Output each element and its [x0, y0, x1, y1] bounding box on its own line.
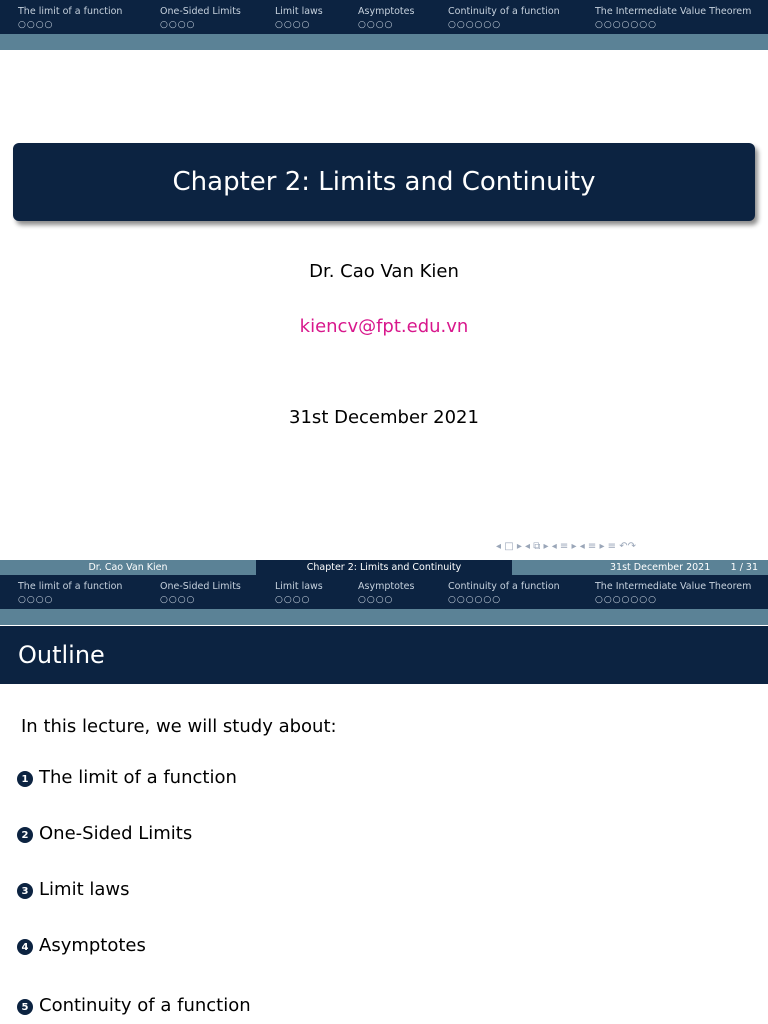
number-bullet: 3: [17, 883, 33, 899]
nav-dots-one-sided[interactable]: ○○○○: [160, 20, 196, 30]
nav-section-limit[interactable]: The limit of a function: [18, 581, 123, 592]
nav-section-limit[interactable]: The limit of a function: [18, 6, 123, 17]
outline-item[interactable]: [17, 767, 237, 788]
number-bullet: 1: [17, 771, 33, 787]
outline-item[interactable]: [17, 879, 129, 900]
nav-dots-limit[interactable]: ○○○○: [18, 595, 54, 605]
nav-section-asymptotes[interactable]: Asymptotes: [358, 6, 415, 17]
footer-title: Chapter 2: Limits and Continuity: [256, 560, 512, 575]
subsection-bar-top: [0, 34, 768, 50]
nav-section-ivt[interactable]: The Intermediate Value Theorem: [595, 581, 752, 592]
frame-title: Outline: [18, 641, 105, 669]
nav-section-continuity[interactable]: Continuity of a function: [448, 581, 560, 592]
footer-date-page: [512, 560, 768, 575]
outline-item-label[interactable]: Continuity of a function: [39, 995, 251, 1016]
nav-section-one-sided[interactable]: One-Sided Limits: [160, 581, 241, 592]
nav-dots-limit-laws[interactable]: ○○○○: [275, 20, 311, 30]
slide-title: Chapter 2: Limits and Continuity: [172, 167, 596, 197]
section-navbar-second: [0, 575, 768, 609]
frame-title-bar: [0, 626, 768, 684]
nav-section-limit-laws[interactable]: Limit laws: [275, 6, 323, 17]
number-bullet: 5: [17, 999, 33, 1015]
author-name: Dr. Cao Van Kien: [309, 261, 459, 282]
nav-section-continuity[interactable]: Continuity of a function: [448, 6, 560, 17]
outline-item-label[interactable]: The limit of a function: [39, 767, 237, 788]
outline-item-label[interactable]: One-Sided Limits: [39, 823, 193, 844]
nav-section-limit-laws[interactable]: Limit laws: [275, 581, 323, 592]
nav-dots-limit[interactable]: ○○○○: [18, 20, 54, 30]
outline-intro: In this lecture, we will study about:: [21, 716, 337, 737]
beamer-navigation-symbols[interactable]: ◂ □ ▸ ◂ ⧉ ▸ ◂ ≡ ▸ ◂ ≡ ▸ ≡ ↶↷: [496, 541, 636, 552]
number-bullet: 4: [17, 939, 33, 955]
presentation-date: 31st December 2021: [289, 407, 479, 428]
outline-item-label[interactable]: Limit laws: [39, 879, 130, 900]
nav-section-one-sided[interactable]: One-Sided Limits: [160, 6, 241, 17]
nav-section-asymptotes[interactable]: Asymptotes: [358, 581, 415, 592]
nav-dots-asymptotes[interactable]: ○○○○: [358, 20, 394, 30]
footer-date: 31st December 2021: [610, 562, 711, 573]
author-email[interactable]: kiencv@fpt.edu.vn: [299, 316, 469, 337]
section-navbar-top: [0, 0, 768, 34]
nav-dots-one-sided[interactable]: ○○○○: [160, 595, 196, 605]
outline-item[interactable]: [17, 935, 146, 956]
nav-dots-continuity[interactable]: ○○○○○○: [448, 595, 502, 605]
outline-item[interactable]: [17, 823, 192, 844]
number-bullet: 2: [17, 827, 33, 843]
subsection-bar-second: [0, 609, 768, 625]
nav-dots-ivt[interactable]: ○○○○○○○: [595, 20, 657, 30]
nav-dots-limit-laws[interactable]: ○○○○: [275, 595, 311, 605]
footline: [0, 560, 768, 575]
outline-item-label[interactable]: Asymptotes: [39, 935, 146, 956]
footer-page-number: 1 / 31: [730, 562, 758, 573]
footer-author: Dr. Cao Van Kien: [0, 560, 256, 575]
title-box: [13, 143, 755, 221]
nav-section-ivt[interactable]: The Intermediate Value Theorem: [595, 6, 752, 17]
outline-item[interactable]: [17, 995, 251, 1016]
nav-dots-ivt[interactable]: ○○○○○○○: [595, 595, 657, 605]
nav-dots-asymptotes[interactable]: ○○○○: [358, 595, 394, 605]
nav-dots-continuity[interactable]: ○○○○○○: [448, 20, 502, 30]
